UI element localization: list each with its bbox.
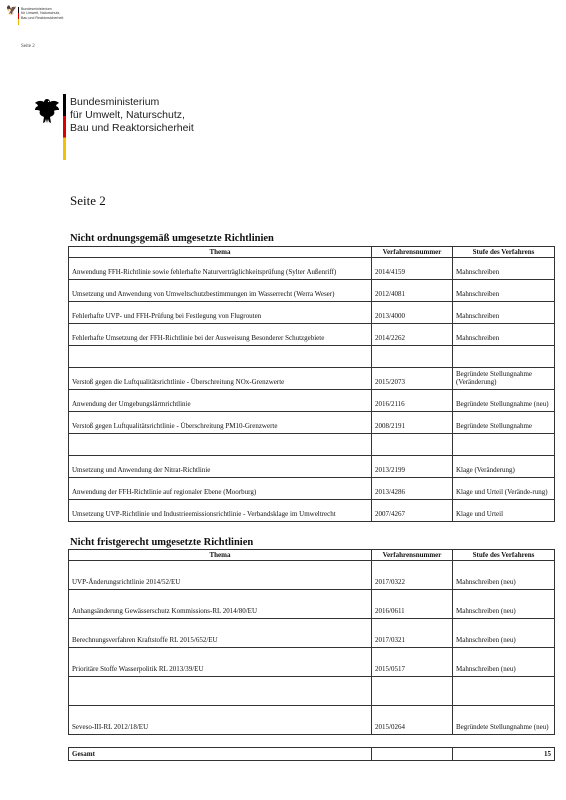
table-row <box>69 258 555 280</box>
cell-verfahrensnummer: 2008/2191 <box>372 412 453 434</box>
table-nicht-fristgerecht <box>68 549 555 735</box>
cell-stufe: Klage und Urteil (Verände-rung) <box>453 478 555 500</box>
section-title-nicht-ordnungsgemaess: Nicht ordnungsgemäß umgesetzte Richtlinien <box>70 233 274 244</box>
ministry-name <box>70 96 250 135</box>
cell-stufe: Begründete Stellungnahme (neu) <box>453 706 555 735</box>
cell-verfahrensnummer: 2015/2073 <box>372 368 453 390</box>
cell-thema: Anwendung der Umgebungslärmrichtlinie <box>69 390 372 412</box>
table-row <box>69 368 555 390</box>
cell-stufe: Mahnschreiben (neu) <box>453 590 555 619</box>
cell-verfahrensnummer: 2013/4286 <box>372 478 453 500</box>
cell-verfahrensnummer: 2016/0611 <box>372 590 453 619</box>
table-row <box>69 302 555 324</box>
cell-thema: Fehlerhafte UVP- und FFH-Prüfung bei Festlegung von Flugrouten <box>69 302 372 324</box>
table-row <box>69 478 555 500</box>
cell-thema: Fehlerhafte Umsetzung der FFH-Richtlinie bei der Ausweisung Besonderer Schutzgebiete <box>69 324 372 346</box>
cell-verfahrensnummer <box>372 677 453 706</box>
table-row <box>69 456 555 478</box>
cell-stufe <box>453 346 555 368</box>
cell-stufe: Mahnschreiben <box>453 258 555 280</box>
column-header-stufe: Stufe des Verfahrens <box>453 550 555 561</box>
section-title-nicht-fristgerecht: Nicht fristgerecht umgesetzte Richtlinien <box>70 537 254 548</box>
total-row <box>69 748 555 761</box>
cell-thema <box>69 434 372 456</box>
table-row <box>69 280 555 302</box>
table-row <box>69 706 555 735</box>
cell-stufe <box>453 434 555 456</box>
cell-verfahrensnummer: 2014/2262 <box>372 324 453 346</box>
mini-logo-line: für Umwelt, Naturschutz, <box>21 11 61 16</box>
table-row <box>69 346 555 368</box>
cell-thema: Umsetzung UVP-Richtlinie und Industrieemissionsrichtlinie - Verbandsklage im Umweltrecht <box>69 500 372 522</box>
total-label: Gesamt <box>69 748 372 761</box>
column-header-verfahrensnummer: Verfahrensnummer <box>372 247 453 258</box>
cell-stufe: Mahnschreiben <box>453 302 555 324</box>
cell-verfahrensnummer: 2013/4000 <box>372 302 453 324</box>
table-row <box>69 324 555 346</box>
column-header-thema: Thema <box>69 550 372 561</box>
cell-stufe <box>453 677 555 706</box>
cell-thema: Anwendung FFH-Richtlinie sowie fehlerhafte Naturverträglichkeitsprüfung (Sylter Außenriff) <box>69 258 372 280</box>
cell-thema: Verstoß gegen die Luftqualitätsrichtlinie - Überschreitung NOx-Grenzwerte <box>69 368 372 390</box>
table-header-row <box>69 550 555 561</box>
table-row <box>69 648 555 677</box>
cell-thema: Seveso-III-RL 2012/18/EU <box>69 706 372 735</box>
cell-verfahrensnummer <box>372 434 453 456</box>
cell-verfahrensnummer: 2017/0321 <box>372 619 453 648</box>
table-nicht-ordnungsgemaess <box>68 246 555 522</box>
eagle-icon: 🦅 <box>6 5 18 15</box>
table-row <box>69 390 555 412</box>
cell-verfahrensnummer: 2015/0264 <box>372 706 453 735</box>
table-row <box>69 619 555 648</box>
cell-stufe: Klage und Urteil <box>453 500 555 522</box>
total-value: 15 <box>453 748 555 761</box>
cell-stufe: Mahnschreiben (neu) <box>453 648 555 677</box>
eagle-icon <box>34 96 60 122</box>
flag-bar <box>63 94 66 160</box>
page-label: Seite 2 <box>70 193 106 208</box>
cell-stufe: Mahnschreiben <box>453 280 555 302</box>
cell-verfahrensnummer: 2015/0517 <box>372 648 453 677</box>
mini-header-logo <box>6 6 74 28</box>
mini-logo-line: Bau und Reaktorsicherheit <box>21 15 64 20</box>
table-row <box>69 500 555 522</box>
table-row <box>69 677 555 706</box>
cell-stufe: Begründete Stellungnahme (Veränderung) <box>453 368 555 390</box>
column-header-thema: Thema <box>69 247 372 258</box>
table-row <box>69 412 555 434</box>
mini-page-label: Seite 2 <box>21 44 35 49</box>
table-row <box>69 561 555 590</box>
mini-logo-text <box>21 7 63 20</box>
cell-thema: Prioritäre Stoffe Wasserpolitik RL 2013/39/EU <box>69 648 372 677</box>
cell-stufe: Begründete Stellungnahme (neu) <box>453 390 555 412</box>
cell-verfahrensnummer <box>372 346 453 368</box>
ministry-name-line: Bau und Reaktorsicherheit <box>70 122 194 134</box>
cell-verfahrensnummer: 2013/2199 <box>372 456 453 478</box>
total-row-table <box>68 747 555 761</box>
column-header-stufe: Stufe des Verfahrens <box>453 247 555 258</box>
ministry-logo <box>34 96 244 160</box>
cell-thema: Umsetzung und Anwendung der Nitrat-Richtlinie <box>69 456 372 478</box>
cell-thema: Umsetzung und Anwendung von Umweltschutzbestimmungen im Wasserrecht (Werra Weser) <box>69 280 372 302</box>
mini-logo-line: Bundesministerium <box>21 7 52 11</box>
table-row <box>69 434 555 456</box>
ministry-name-line: für Umwelt, Naturschutz, <box>70 109 185 121</box>
cell-thema <box>69 677 372 706</box>
column-header-verfahrensnummer: Verfahrensnummer <box>372 550 453 561</box>
flag-bar <box>18 7 19 25</box>
cell-thema: Verstoß gegen Luftqualitätsrichtlinie - Überschreitung PM10-Grenzwerte <box>69 412 372 434</box>
cell-thema: Berechnungsverfahren Kraftstoffe RL 2015/652/EU <box>69 619 372 648</box>
cell-stufe: Mahnschreiben <box>453 324 555 346</box>
cell-verfahrensnummer: 2007/4267 <box>372 500 453 522</box>
cell-stufe: Begründete Stellungnahme <box>453 412 555 434</box>
cell-stufe: Mahnschreiben (neu) <box>453 561 555 590</box>
cell-stufe: Klage (Veränderung) <box>453 456 555 478</box>
cell-stufe: Mahnschreiben (neu) <box>453 619 555 648</box>
cell-thema: Anwendung der FFH-Richtlinie auf regionaler Ebene (Moorburg) <box>69 478 372 500</box>
cell-verfahrensnummer: 2017/0322 <box>372 561 453 590</box>
table-row <box>69 590 555 619</box>
cell-thema <box>69 346 372 368</box>
cell-verfahrensnummer: 2014/4159 <box>372 258 453 280</box>
total-spacer <box>372 748 453 761</box>
ministry-name-line: Bundesministerium <box>70 96 160 108</box>
table-header-row <box>69 247 555 258</box>
cell-thema: Anhangsänderung Gewässerschutz Kommissions-RL 2014/80/EU <box>69 590 372 619</box>
cell-verfahrensnummer: 2012/4081 <box>372 280 453 302</box>
cell-thema: UVP-Änderungsrichtlinie 2014/52/EU <box>69 561 372 590</box>
cell-verfahrensnummer: 2016/2116 <box>372 390 453 412</box>
